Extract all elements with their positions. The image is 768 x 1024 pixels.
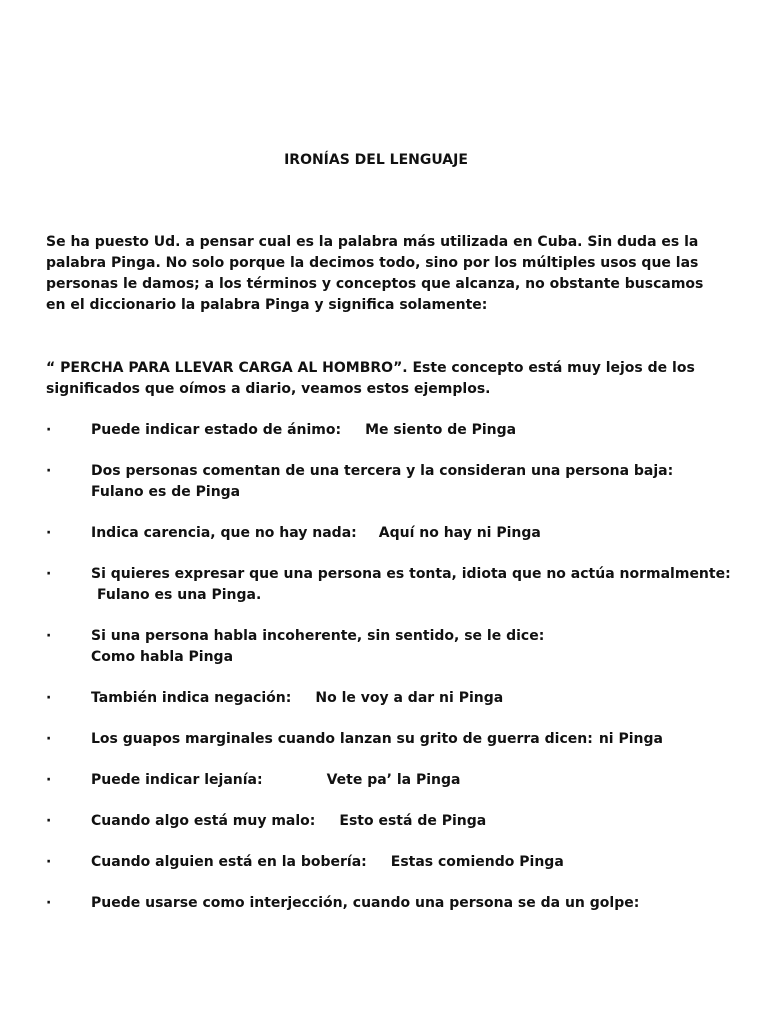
list-item	[46, 626, 736, 668]
item-text: Indica carencia, que no hay nada:	[91, 525, 357, 541]
item-example: Aquí no hay ni Pinga	[378, 525, 541, 541]
bullet-icon: ·	[46, 628, 52, 644]
list-item	[46, 852, 736, 873]
list-item	[46, 461, 736, 503]
bullet-icon: ·	[46, 895, 52, 911]
item-text: Dos personas comentan de una tercera y la consideran una persona baja:	[91, 463, 674, 479]
bullet-icon: ·	[46, 813, 52, 829]
item-text: Puede usarse como interjección, cuando una persona se da un golpe:	[91, 895, 640, 911]
item-text: Si una persona habla incoherente, sin sentido, se le dice:	[91, 628, 545, 644]
item-text: Cuando algo está muy malo:	[91, 813, 316, 829]
item-example: Vete pa’ la Pinga	[326, 772, 461, 788]
item-example: Estas comiendo Pinga	[390, 854, 564, 870]
item-example: Fulano es de Pinga	[91, 484, 241, 500]
bullet-icon: ·	[46, 731, 52, 747]
item-text: Puede indicar estado de ánimo:	[91, 422, 342, 438]
bullet-icon: ·	[46, 463, 52, 479]
definition-paragraph: “ PERCHA PARA LLEVAR CARGA AL HOMBRO”. Este concepto está muy lejos de los significados que oímos a diario, veamos estos ejemplos.	[46, 360, 695, 397]
item-text: Los guapos marginales cuando lanzan su grito de guerra dicen:	[91, 731, 593, 747]
item-text: Puede indicar lejanía:	[91, 772, 263, 788]
item-text: Cuando alguien está en la bobería:	[91, 854, 367, 870]
list-item	[46, 688, 736, 709]
item-text: También indica negación:	[91, 690, 292, 706]
bullet-icon: ·	[46, 422, 52, 438]
intro-paragraph: Se ha puesto Ud. a pensar cual es la palabra más utilizada en Cuba. Sin duda es la palabra Pinga. No solo porque la decimos todo, sino por los múltiples usos que las personas le damos; a los términos y conceptos que alcanza, no obstante buscamos en el diccionario la palabra Pinga y significa solamente:	[46, 234, 704, 313]
list-item	[46, 811, 736, 832]
list-item	[46, 770, 736, 791]
item-text: Si quieres expresar que una persona es tonta, idiota que no actúa normalmente:	[91, 566, 731, 582]
bullet-icon: ·	[46, 854, 52, 870]
item-example: No le voy a dar ni Pinga	[315, 690, 504, 706]
item-example: Esto está de Pinga	[339, 813, 487, 829]
list-item	[46, 523, 736, 544]
item-example: Me siento de Pinga	[365, 422, 517, 438]
bullet-icon: ·	[46, 566, 52, 582]
bullet-icon: ·	[46, 525, 52, 541]
list-item	[46, 420, 736, 441]
page-title: IRONÍAS DEL LENGUAJE	[284, 152, 468, 168]
item-example: Fulano es una Pinga.	[97, 587, 262, 603]
list-item	[46, 564, 736, 606]
item-example: Como habla Pinga	[91, 649, 234, 665]
bullet-icon: ·	[46, 690, 52, 706]
list-item	[46, 729, 736, 750]
bullet-icon: ·	[46, 772, 52, 788]
list-item	[46, 893, 736, 914]
item-example: ni Pinga	[598, 731, 663, 747]
examples-list	[46, 420, 736, 934]
